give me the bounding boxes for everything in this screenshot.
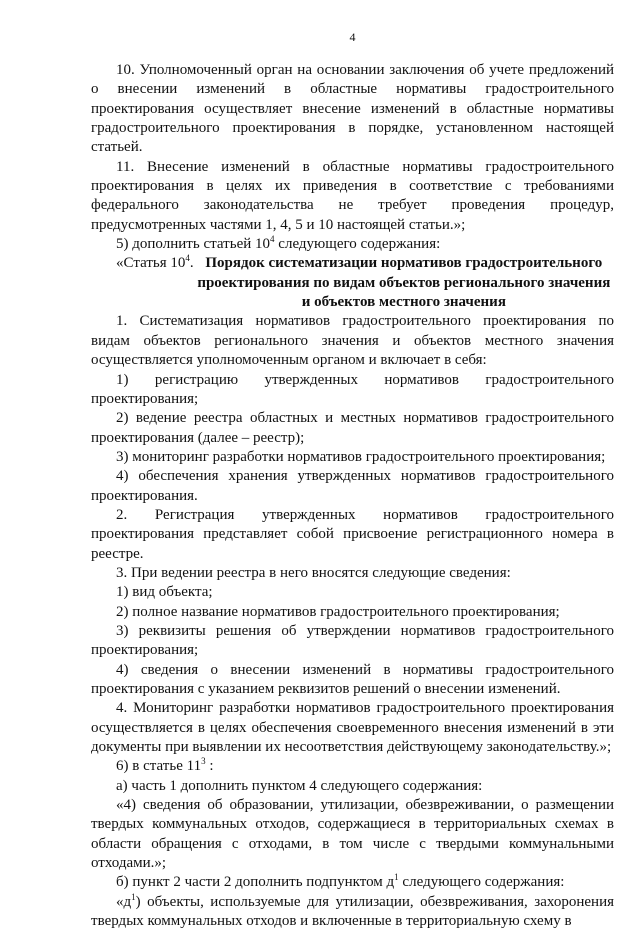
paragraph-point-3-1: 1) вид объекта; bbox=[116, 584, 213, 601]
article-title: Порядок систематизации нормативов градостроительного проектирования по видам объектов регионального значения и объектов местного значения bbox=[197, 255, 611, 311]
paragraph-point-3-4: 4) сведения о внесении изменений в нормативы градостроительного проектирования с указанием реквизитов решений о внесении изменений. bbox=[91, 661, 614, 697]
paragraph-point-4: 4. Мониторинг разработки нормативов градостроительного проектирования осуществляется в целях обеспечения своевременного внесения изменений в эти документы при выявлении их несоответствия действующему законодательству.»; bbox=[91, 700, 614, 756]
paragraph-item-6a: а) часть 1 дополнить пунктом 4 следующего содержания: bbox=[116, 777, 483, 794]
paragraph-item-5: 5) дополнить статьей $10^4$ следующего содержания: bbox=[116, 234, 441, 253]
article-heading bbox=[91, 254, 614, 312]
paragraph-quote-4: «4) сведения об образовании, утилизации, обезвреживании, о размещении твердых коммунальных отходов, содержащиеся в территориальных схемах в области обращения с отходами, в том числе с твердыми коммунальными отходами.»; bbox=[91, 797, 614, 872]
paragraph-item-6: 6) в статье $11^3$ : bbox=[116, 756, 214, 775]
paragraph-point-3: 3. При ведении реестра в него вносятся следующие сведения: bbox=[116, 564, 511, 581]
paragraph-subpoint-1: 1) регистрацию утвержденных нормативов градостроительного проектирования; bbox=[91, 371, 614, 407]
paragraph-part-10: 10. Уполномоченный орган на основании заключения об учете предложений о внесении изменений в областные нормативы градостроительного проектирования осуществляет внесение изменений в областные нормативы градостроительного проектирования в порядке, установленном настоящей статьей. bbox=[91, 62, 614, 156]
paragraph-subpoint-3: 3) мониторинг разработки нормативов градостроительного проектирования; bbox=[116, 448, 606, 465]
paragraph-quote-d1: «$д^1$) объекты, используемые для утилизации, обезвреживания, захоронения твердых коммунальных отходов и включенные в территориальную схему в bbox=[91, 891, 614, 930]
paragraph-point-3-3: 3) реквизиты решения об утверждении нормативов градостроительного проектирования; bbox=[91, 622, 614, 659]
paragraph-subpoint-2: 2) ведение реестра областных и местных нормативов градостроительного проектирования (далее – реестр); bbox=[91, 410, 614, 446]
page-number: 4 bbox=[349, 30, 356, 44]
paragraph-point-2: 2. Регистрация утвержденных нормативов градостроительного проектирования представляет собой присвоение регистрационного номера в реестре. bbox=[91, 506, 614, 562]
paragraph-part-11: 11. Внесение изменений в областные нормативы градостроительного проектирования в целях их приведения в соответствие с требованиями федерального законодательства не требует проведения процедур, предусмотренных частями 1, 4, 5 и 10 настоящей статьи.»; bbox=[91, 158, 614, 233]
paragraph-point-3-2: 2) полное название нормативов градостроительного проектирования; bbox=[116, 603, 560, 620]
paragraph-point-1: 1. Систематизация нормативов градостроительного проектирования по видам объектов регионального значения и объектов местного значения осуществляется уполномоченным органом и включает в себя: bbox=[91, 313, 614, 369]
article-number: «Статья $10^4$. bbox=[116, 253, 194, 272]
paragraph-subpoint-4: 4) обеспечения хранения утвержденных нормативов градостроительного проектирования. bbox=[91, 468, 614, 504]
paragraph-item-6b: б) пункт 2 части 2 дополнить подпунктом $д^1$ следующего содержания: bbox=[116, 872, 565, 891]
